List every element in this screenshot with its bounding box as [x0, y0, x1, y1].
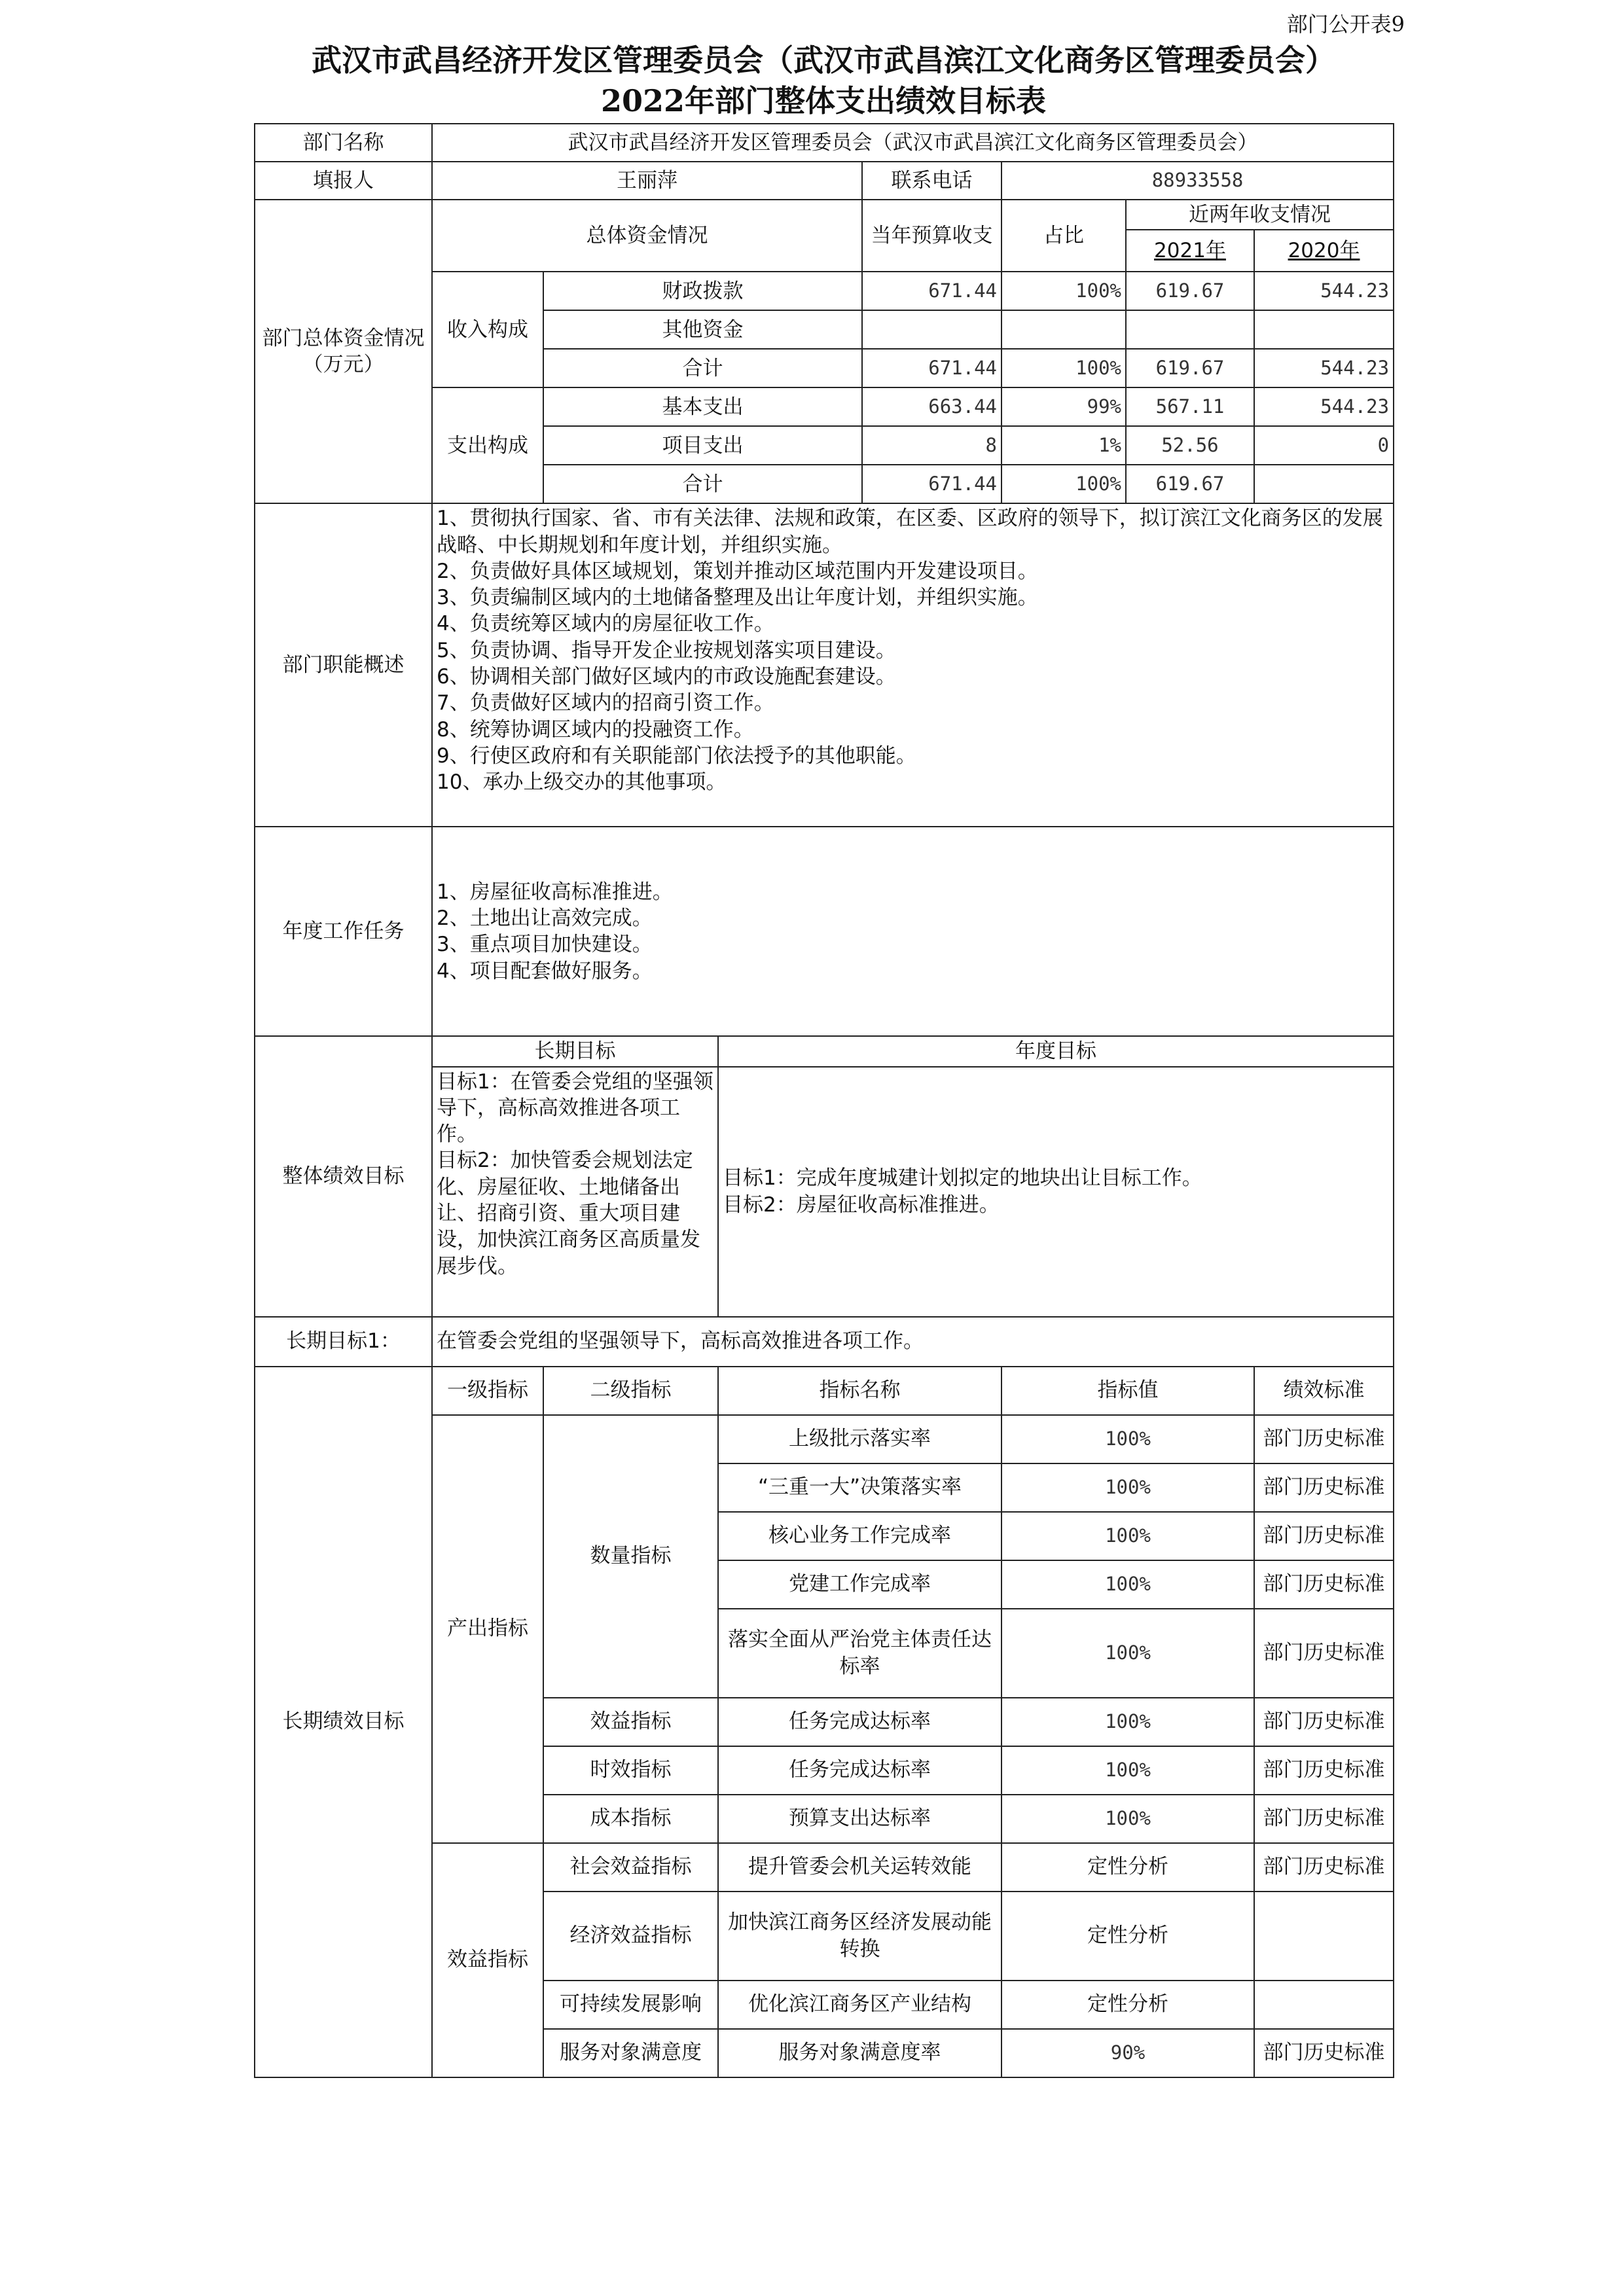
funds-2020	[1254, 465, 1394, 503]
indicator-standard: 部门历史标准	[1254, 1415, 1394, 1463]
indicator-value: 90%	[1001, 2029, 1254, 2077]
indicators-header-row	[255, 1367, 1394, 1415]
funds-item: 基本支出	[543, 387, 862, 426]
indicator-standard: 部门历史标准	[1254, 1698, 1394, 1746]
performance-target-table	[254, 123, 1394, 2078]
funds-2021: 619.67	[1126, 349, 1254, 387]
header-level1: 一级指标	[432, 1367, 543, 1415]
function-item: 10、承办上级交办的其他事项。	[437, 770, 727, 795]
funds-ratio: 100%	[1001, 465, 1126, 503]
funds-budget: 663.44	[862, 387, 1001, 426]
goals-label: 整体绩效目标	[255, 1036, 432, 1316]
tasks-label: 年度工作任务	[255, 827, 432, 1036]
dept-label: 部门名称	[255, 124, 432, 162]
indicator-level2: 服务对象满意度	[543, 2029, 718, 2077]
page-title-line2: 2022年部门整体支出绩效目标表	[600, 83, 1047, 118]
indicator-value: 定性分析	[1001, 1981, 1254, 2029]
task-item: 4、项目配套做好服务。	[437, 959, 653, 983]
goals-header-row	[255, 1036, 1394, 1066]
indicator-name: 落实全面从严治党主体责任达标率	[718, 1609, 1001, 1698]
funds-2021	[1126, 310, 1254, 349]
indicator-name: 优化滨江商务区产业结构	[718, 1981, 1001, 2029]
indicator-name: 核心业务工作完成率	[718, 1512, 1001, 1560]
task-item: 3、重点项目加快建设。	[437, 933, 653, 957]
indicator-name: 提升管委会机关运转效能	[718, 1843, 1001, 1892]
indicator-value: 100%	[1001, 1415, 1254, 1463]
indicator-value: 100%	[1001, 1463, 1254, 1512]
annual-goals-list	[718, 1067, 1394, 1317]
indicator-standard	[1254, 1981, 1394, 2029]
funds-2020	[1254, 310, 1394, 349]
function-item: 8、统筹协调区域内的投融资工作。	[437, 717, 754, 742]
function-item: 7、负责做好区域内的招商引资工作。	[437, 691, 774, 715]
indicator-level2: 时效指标	[543, 1746, 718, 1795]
funds-budget: 671.44	[862, 465, 1001, 503]
indicator-name: 上级批示落实率	[718, 1415, 1001, 1463]
filler-row	[255, 162, 1394, 200]
funds-section-label: 部门总体资金情况（万元）	[255, 200, 432, 503]
long-goal1-value: 在管委会党组的坚强领导下，高标高效推进各项工作。	[432, 1317, 1394, 1367]
indicator-standard: 部门历史标准	[1254, 1463, 1394, 1512]
indicator-name: 任务完成达标率	[718, 1746, 1001, 1795]
funds-ratio: 100%	[1001, 349, 1126, 387]
phone-value: 88933558	[1001, 162, 1394, 200]
header-level2: 二级指标	[543, 1367, 718, 1415]
year-2020: 2020年	[1254, 230, 1394, 272]
indicator-name: “三重一大”决策落实率	[718, 1463, 1001, 1512]
funds-2020: 544.23	[1254, 272, 1394, 310]
indicators-section-label: 长期绩效目标	[255, 1367, 432, 2077]
long-goals-list	[432, 1067, 718, 1317]
tasks-row	[255, 827, 1394, 1036]
header-name: 指标名称	[718, 1367, 1001, 1415]
indicator-level2: 效益指标	[543, 1698, 718, 1746]
funds-2021: 619.67	[1126, 272, 1254, 310]
annual-goals-header: 年度目标	[718, 1036, 1394, 1066]
funds-ratio: 1%	[1001, 426, 1126, 465]
indicator-standard: 部门历史标准	[1254, 1746, 1394, 1795]
funds-2021: 619.67	[1126, 465, 1254, 503]
indicator-name: 党建工作完成率	[718, 1560, 1001, 1609]
dept-row	[255, 124, 1394, 162]
indicator-standard: 部门历史标准	[1254, 1609, 1394, 1698]
function-item: 1、贯彻执行国家、省、市有关法律、法规和政策，在区委、区政府的领导下，拟订滨江文化商务区的发展战略、中长期规划和年度计划，并组织实施。	[437, 507, 1383, 557]
indicator-level2: 社会效益指标	[543, 1843, 718, 1892]
functions-list	[432, 503, 1394, 827]
function-item: 5、负责协调、指导开发企业按规划落实项目建设。	[437, 638, 896, 662]
funds-item: 项目支出	[543, 426, 862, 465]
indicator-name: 服务对象满意度率	[718, 2029, 1001, 2077]
function-item: 9、行使区政府和有关职能部门依法授予的其他职能。	[437, 744, 916, 768]
output-indicator-label: 产出指标	[432, 1415, 543, 1843]
functions-label: 部门职能概述	[255, 503, 432, 827]
indicator-standard	[1254, 1892, 1394, 1981]
filler-value: 王丽萍	[432, 162, 862, 200]
funds-budget: 671.44	[862, 272, 1001, 310]
indicator-value: 100%	[1001, 1512, 1254, 1560]
indicator-standard: 部门历史标准	[1254, 1843, 1394, 1892]
dept-value: 武汉市武昌经济开发区管理委员会（武汉市武昌滨江文化商务区管理委员会）	[432, 124, 1394, 162]
long-goals-header: 长期目标	[432, 1036, 718, 1066]
quantity-indicator-label: 数量指标	[543, 1415, 718, 1698]
indicator-name: 任务完成达标率	[718, 1698, 1001, 1746]
funds-budget: 8	[862, 426, 1001, 465]
indicator-value: 100%	[1001, 1609, 1254, 1698]
header-standard: 绩效标准	[1254, 1367, 1394, 1415]
funds-item: 财政拨款	[543, 272, 862, 310]
indicator-standard: 部门历史标准	[1254, 1795, 1394, 1843]
indicator-standard: 部门历史标准	[1254, 1560, 1394, 1609]
indicator-value: 100%	[1001, 1560, 1254, 1609]
indicator-name: 加快滨江商务区经济发展动能转换	[718, 1892, 1001, 1981]
filler-label: 填报人	[255, 162, 432, 200]
funds-budget	[862, 310, 1001, 349]
long-goal1-label: 长期目标1：	[255, 1317, 432, 1367]
income-label: 收入构成	[432, 272, 543, 387]
functions-row	[255, 503, 1394, 827]
funds-2021: 52.56	[1126, 426, 1254, 465]
indicator-name: 预算支出达标率	[718, 1795, 1001, 1843]
function-item: 4、负责统筹区域内的房屋征收工作。	[437, 612, 774, 636]
funds-2020: 0	[1254, 426, 1394, 465]
benefit-indicator-label: 效益指标	[432, 1843, 543, 2077]
funds-item: 合计	[543, 349, 862, 387]
funds-ratio: 100%	[1001, 272, 1126, 310]
annual-goal-item: 目标2：房屋征收高标准推进。	[723, 1193, 1000, 1217]
expense-label: 支出构成	[432, 387, 543, 503]
indicator-value: 100%	[1001, 1795, 1254, 1843]
funds-budget: 671.44	[862, 349, 1001, 387]
indicator-level2: 成本指标	[543, 1795, 718, 1843]
year-2021: 2021年	[1126, 230, 1254, 272]
long-goal1-row	[255, 1317, 1394, 1367]
long-goal-item: 目标1：在管委会党组的坚强领导下，高标高效推进各项工作。	[437, 1069, 713, 1147]
header-value: 指标值	[1001, 1367, 1254, 1415]
funds-header-row	[255, 200, 1394, 230]
tasks-list	[432, 827, 1394, 1036]
indicator-value: 100%	[1001, 1698, 1254, 1746]
task-item: 1、房屋征收高标准推进。	[437, 880, 673, 904]
budget-label: 当年预算收支	[862, 200, 1001, 272]
function-item: 6、协调相关部门做好区域内的市政设施配套建设。	[437, 665, 896, 689]
phone-label: 联系电话	[862, 162, 1001, 200]
indicator-value: 定性分析	[1001, 1892, 1254, 1981]
indicator-standard: 部门历史标准	[1254, 2029, 1394, 2077]
indicator-level2: 经济效益指标	[543, 1892, 718, 1981]
funds-ratio: 99%	[1001, 387, 1126, 426]
funds-ratio	[1001, 310, 1126, 349]
annual-goal-item: 目标1：完成年度城建计划拟定的地块出让目标工作。	[723, 1166, 1202, 1191]
recent-label: 近两年收支情况	[1126, 200, 1394, 230]
page-title-line1: 武汉市武昌经济开发区管理委员会（武汉市武昌滨江文化商务区管理委员会）	[312, 43, 1335, 78]
funds-2021: 567.11	[1126, 387, 1254, 426]
long-goal-item: 目标2：加快管委会规划法定化、房屋征收、土地储备出让、招商引资、重大项目建设，加快滨江商务区高质量发展步伐。	[437, 1149, 700, 1278]
indicator-value: 100%	[1001, 1746, 1254, 1795]
overall-funds-label: 总体资金情况	[432, 200, 862, 272]
funds-2020: 544.23	[1254, 349, 1394, 387]
funds-item: 合计	[543, 465, 862, 503]
indicator-standard: 部门历史标准	[1254, 1512, 1394, 1560]
function-item: 3、负责编制区域内的土地储备整理及出让年度计划，并组织实施。	[437, 586, 1038, 610]
function-item: 2、负责做好具体区域规划，策划并推动区域范围内开发建设项目。	[437, 559, 1038, 583]
task-item: 2、土地出让高效完成。	[437, 906, 653, 930]
indicator-level2: 可持续发展影响	[543, 1981, 718, 2029]
indicator-value: 定性分析	[1001, 1843, 1254, 1892]
form-number: 部门公开表9	[1286, 12, 1405, 37]
ratio-label: 占比	[1001, 200, 1126, 272]
funds-2020: 544.23	[1254, 387, 1394, 426]
funds-item: 其他资金	[543, 310, 862, 349]
